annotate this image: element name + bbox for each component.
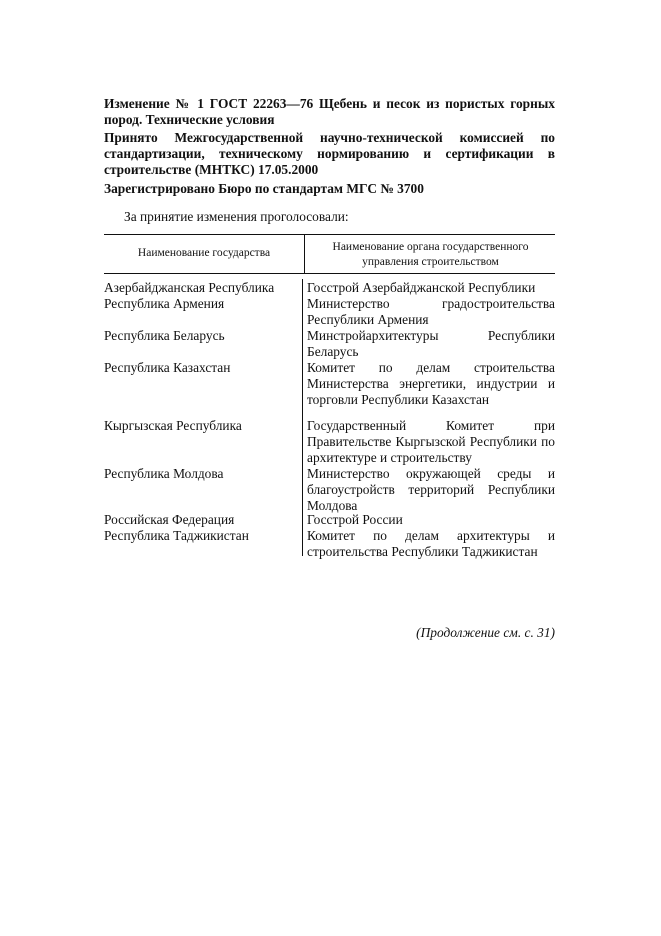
table-row-state: Российская Федерация: [104, 512, 235, 527]
table-row-organ: Министерство окружающей среды и благоустройств территорий Республики Молдова: [307, 466, 555, 513]
table-row-state: Кыргызская Республика: [104, 418, 242, 433]
table-row-state: Республика Беларусь: [104, 328, 225, 343]
table-row-organ: Государственный Комитет при Правительстве Кыргызской Республики по архитектуре и строительству: [307, 418, 555, 465]
column-header-state: Наименование государства: [137, 247, 271, 259]
table-row-organ: Госстрой Азербайджанской Республики: [307, 280, 536, 295]
table-row-state: Республика Молдова: [104, 466, 224, 481]
table-top-rule: [104, 234, 555, 235]
table-row-organ: Минстройархитектуры Республики Беларусь: [307, 328, 555, 359]
continuation-note: (Продолжение см. с. 31): [416, 625, 555, 640]
table-header-rule: [104, 273, 555, 274]
table-row-state: Республика Армения: [104, 296, 225, 311]
table-row-organ: Комитет по делам архитектуры и строительства Республики Таджикистан: [307, 528, 555, 559]
table-body-divider: [302, 279, 303, 556]
table-row-organ: Министерство градостроительства Республики Армения: [307, 296, 555, 327]
table-row-organ: Комитет по делам строительства Министерства энергетики, индустрии и торговли Республики Казахстан: [307, 360, 555, 407]
amendment-title: Изменение № 1 ГОСТ 22263—76 Щебень и песок из пористых горных пород. Технические условия: [104, 96, 555, 127]
table-row-state: Азербайджанская Республика: [104, 280, 275, 295]
table-row-state: Республика Таджикистан: [104, 528, 249, 543]
column-header-organ: Наименование органа государственного управления строительством: [332, 241, 529, 268]
adoption-note: Принято Межгосударственной научно-технической комиссией по стандартизации, техническому нормированию и сертификации в строительстве (МНТКС) 17.05.2000: [104, 130, 555, 177]
table-row-state: Республика Казахстан: [104, 360, 231, 375]
vote-intro: За принятие изменения проголосовали:: [124, 209, 349, 224]
table-row-organ: Госстрой России: [307, 512, 403, 527]
table-header-divider: [304, 234, 305, 273]
registration-note: Зарегистрировано Бюро по стандартам МГС № 3700: [104, 181, 424, 196]
